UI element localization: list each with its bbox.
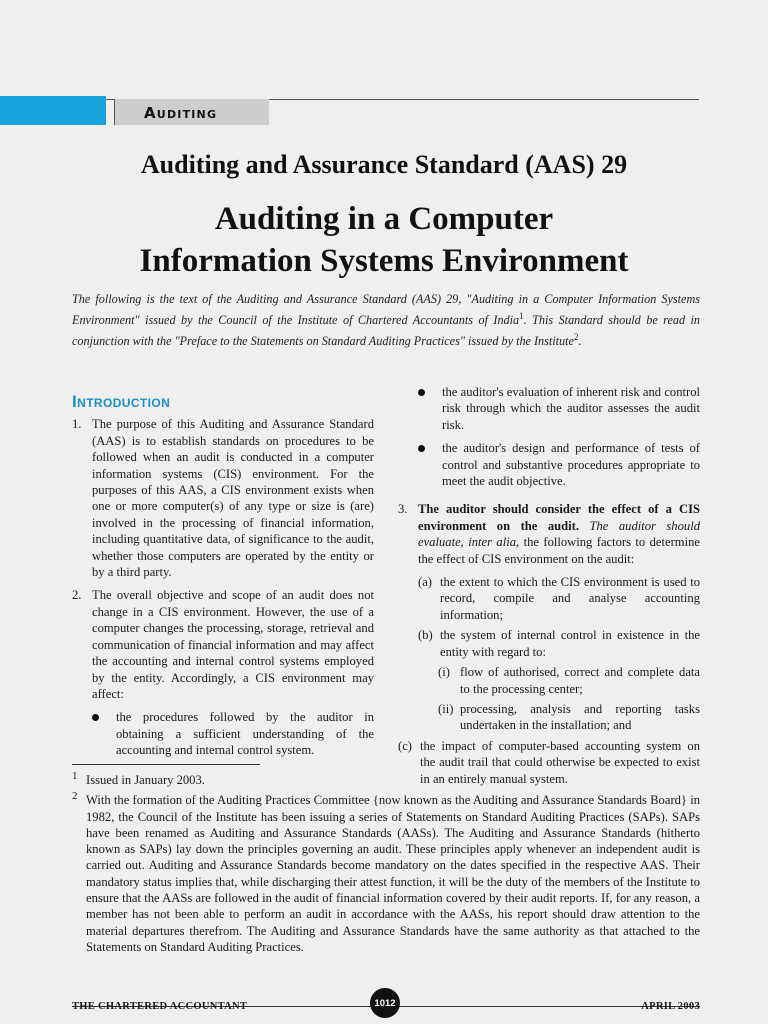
list-text: the system of internal control in existence in the entity with regard to: — [440, 628, 700, 659]
paragraph-text: The purpose of this Auditing and Assurance Standard (AAS) is to establish standards on procedures to be followed when an audit is conducted in a computer information systems (CIS) environment. For the purposes of this AAS, a CIS environment exists when one or more computer(s) of any type or size is (are) involved in the processing of financial information, including quantitative data, of significance to the audit, whether those computers are operated by the entity or by a third party. — [92, 417, 374, 580]
paragraph-2 — [72, 587, 374, 702]
list-item-i — [438, 664, 700, 697]
section-label: Auditing — [144, 104, 218, 122]
bullet-icon — [418, 445, 425, 452]
bullet-item — [418, 384, 700, 433]
paragraph-text: the following factors to determine the effect of CIS environment on the audit: — [418, 535, 700, 566]
bullet-icon — [92, 714, 99, 721]
paragraph-number: 2. — [72, 588, 82, 603]
list-text: processing, analysis and reporting tasks undertaken in the installation; and — [460, 701, 700, 733]
footnotes — [72, 772, 700, 959]
footnote-ref-1[interactable]: 1 — [519, 311, 524, 321]
paragraph-italic: The auditor should evaluate, inter alia, — [418, 518, 700, 550]
title-line-1: Auditing in a Computer — [214, 201, 554, 237]
bullet-text: the auditor's evaluation of inherent risk and control risk through which the auditor assesses the audit risk. — [442, 385, 700, 432]
list-label: (ii) — [438, 701, 454, 716]
bullet-icon — [418, 389, 425, 396]
right-column — [398, 384, 700, 791]
page-number-badge: 1012 — [370, 988, 400, 1018]
footnote-rule — [72, 764, 260, 765]
footnote-number: 2 — [72, 790, 78, 803]
intro-part-1: The following is the text of the Auditing and Assurance Standard (AAS) 29, "Auditing in a Computer Information Systems Environment" issued by the Council of the Institute of Chartered Accountants of India — [72, 292, 700, 328]
list-text: the extent to which the CIS environment is used to record, compile and analyse accounting information; — [440, 575, 700, 622]
list-label: (b) — [418, 628, 433, 643]
paragraph-3 — [398, 501, 700, 567]
footnote-text: With the formation of the Auditing Practices Committee {now known as the Auditing and Assurance Standards Board} in 1982, the Council of the Institute has been issuing a series of Statements on Standard Auditing Practices (SAPs). SAPs have been renamed as Auditing and Assurance Standards (AASs). The Auditing and Assurance Standards (hitherto known as SAPs) lay down the principles governing an audit. These principles apply whenever an independent audit is carried out. Auditing and Assurance Standards become mandatory on the dates specified in the respective AAS. Their mandatory status implies that, while discharging their attest function, it will be the duty of the members of the Institute to ensure that the AASs are followed in the audit of financial information covered by their audit reports. If, for any reason, a member has not been able to perform an audit in accordance with the AASs, his report should draw attention to the material departures therefrom. The Auditing and Assurance Standards have the same authority as that attached to the Statements on Standard Auditing Practices. — [86, 793, 700, 954]
bullet-text: the auditor's design and performance of tests of control and substantive procedures appropriate to meet the audit objective. — [442, 441, 700, 489]
list-label: (c) — [398, 738, 412, 753]
list-item-a — [418, 574, 700, 623]
footer-publication: THE CHARTERED ACCOUNTANT — [72, 1001, 248, 1012]
footnote-ref-2[interactable]: 2 — [573, 332, 579, 343]
footnote-text: Issued in January 2003. — [86, 773, 205, 787]
paragraph-text: The overall objective and scope of an audit does not change in a CIS environment. However, the use of a computer changes the processing, storage, retrieval and communication of financial information and may affect the accounting and internal control systems employed by the entity. Accordingly, a CIS environment may affect: — [92, 588, 374, 701]
list-label: (a) — [418, 575, 432, 590]
list-text: flow of authorised, correct and complete data to the processing center; — [460, 665, 700, 696]
left-column — [72, 386, 374, 766]
document-subtitle: Auditing and Assurance Standard (AAS) 29 — [140, 150, 628, 179]
intro-part-2: . This Standard should be read in conjunction with the "Preface to the Statements on Standard Auditing Practices" issued by the Institute — [72, 313, 700, 349]
section-heading-introduction: Introduction — [72, 392, 171, 411]
footnote-1 — [72, 772, 700, 788]
footnote-2 — [72, 792, 700, 955]
paragraph-lead: The auditor should consider the effect of a CIS environment on the audit. — [418, 502, 700, 533]
list-text: the impact of computer-based accounting system on the audit trail that could otherwise be expected to exist in an entirely manual system. — [420, 738, 700, 786]
footer-date: APRIL 2003 — [641, 1001, 700, 1012]
list-label: (i) — [438, 665, 450, 680]
paragraph-number: 1. — [72, 417, 82, 432]
intro-paragraph — [72, 291, 700, 350]
bullet-text: the procedures followed by the auditor in obtaining a sufficient understanding of the accounting and internal control system. — [116, 710, 374, 758]
paragraph-number: 3. — [398, 502, 408, 517]
paragraph-1 — [72, 416, 374, 580]
bullet-item — [418, 440, 700, 489]
title-line-2: Information Systems Environment — [139, 243, 629, 279]
footnote-number: 1 — [72, 770, 78, 782]
bullet-item — [92, 709, 374, 758]
header-accent-bar — [0, 96, 106, 125]
list-item-ii — [438, 701, 700, 734]
document-title — [0, 198, 768, 282]
list-item-b — [418, 627, 700, 660]
intro-part-3: . — [578, 334, 582, 349]
